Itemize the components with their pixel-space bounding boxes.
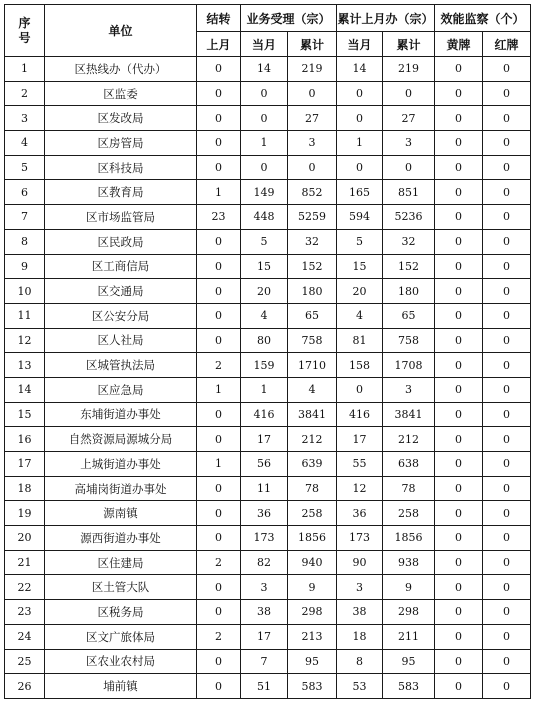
value-cell: 0 [483,131,531,156]
row-number-cell: 4 [5,131,45,156]
value-cell: 149 [241,180,288,205]
value-cell: 65 [288,303,337,328]
value-cell: 8 [337,649,383,674]
table-row [5,131,531,156]
table-row [5,624,531,649]
value-cell: 4 [288,377,337,402]
unit-name-cell: 区城管执法局 [45,353,197,378]
value-cell: 14 [241,57,288,82]
value-cell: 758 [288,328,337,353]
value-cell: 9 [383,575,435,600]
table-row [5,402,531,427]
value-cell: 38 [337,600,383,625]
table-row [5,57,531,82]
value-cell: 0 [197,575,241,600]
value-cell: 0 [197,229,241,254]
value-cell: 0 [483,81,531,106]
row-number-cell: 25 [5,649,45,674]
value-cell: 4 [337,303,383,328]
value-cell: 17 [241,427,288,452]
value-cell: 20 [337,279,383,304]
value-cell: 80 [241,328,288,353]
value-cell: 3 [383,377,435,402]
value-cell: 15 [241,254,288,279]
unit-name-cell: 区监委 [45,81,197,106]
value-cell: 1 [197,377,241,402]
value-cell: 0 [435,649,483,674]
value-cell: 0 [483,501,531,526]
value-cell: 0 [197,155,241,180]
unit-name-cell: 区发改局 [45,106,197,131]
value-cell: 12 [337,476,383,501]
value-cell: 0 [435,674,483,699]
value-cell: 0 [483,452,531,477]
value-cell: 36 [241,501,288,526]
header-row-1 [5,5,531,32]
unit-name-cell: 区民政局 [45,229,197,254]
value-cell: 0 [483,402,531,427]
cumulative-header: 累计上月办（宗） [337,5,435,32]
value-cell: 0 [435,501,483,526]
value-cell: 3 [337,575,383,600]
value-cell: 0 [483,526,531,551]
value-cell: 298 [383,600,435,625]
value-cell: 0 [483,106,531,131]
value-cell: 219 [288,57,337,82]
value-cell: 0 [435,81,483,106]
table-row [5,649,531,674]
value-cell: 219 [383,57,435,82]
unit-name-cell: 区科技局 [45,155,197,180]
value-cell: 2 [197,353,241,378]
value-cell: 0 [483,229,531,254]
value-cell: 78 [288,476,337,501]
unit-name-cell: 区农业农村局 [45,649,197,674]
value-cell: 0 [241,155,288,180]
value-cell: 298 [288,600,337,625]
table-row [5,600,531,625]
unit-name-cell: 区热线办（代办） [45,57,197,82]
value-cell: 159 [241,353,288,378]
value-cell: 0 [197,501,241,526]
value-cell: 20 [241,279,288,304]
value-cell: 583 [383,674,435,699]
value-cell: 56 [241,452,288,477]
value-cell: 5236 [383,205,435,230]
business-header: 业务受理（宗） [241,5,337,32]
unit-name-cell: 区教育局 [45,180,197,205]
table-row [5,353,531,378]
unit-name-cell: 区文广旅体局 [45,624,197,649]
value-cell: 0 [197,600,241,625]
table-row [5,476,531,501]
value-cell: 180 [288,279,337,304]
value-cell: 27 [383,106,435,131]
value-cell: 0 [483,575,531,600]
value-cell: 0 [435,402,483,427]
value-cell: 0 [435,452,483,477]
row-number-cell: 14 [5,377,45,402]
value-cell: 3841 [288,402,337,427]
sub-header: 上月 [197,32,241,57]
value-cell: 213 [288,624,337,649]
value-cell: 0 [197,427,241,452]
value-cell: 173 [241,526,288,551]
value-cell: 0 [383,81,435,106]
unit-name-cell: 上城街道办事处 [45,452,197,477]
efficiency-header: 效能监察（个） [435,5,531,32]
value-cell: 594 [337,205,383,230]
value-cell: 82 [241,550,288,575]
row-number-cell: 3 [5,106,45,131]
value-cell: 0 [337,106,383,131]
table-row [5,328,531,353]
value-cell: 165 [337,180,383,205]
value-cell: 0 [483,254,531,279]
value-cell: 32 [288,229,337,254]
value-cell: 0 [435,427,483,452]
value-cell: 1708 [383,353,435,378]
value-cell: 0 [197,402,241,427]
value-cell: 1 [241,377,288,402]
value-cell: 0 [483,57,531,82]
value-cell: 0 [197,476,241,501]
row-number-cell: 10 [5,279,45,304]
value-cell: 758 [383,328,435,353]
table-body [5,57,531,699]
unit-name-cell: 源南镇 [45,501,197,526]
sub-header: 累计 [288,32,337,57]
row-number-cell: 20 [5,526,45,551]
value-cell: 0 [483,303,531,328]
value-cell: 36 [337,501,383,526]
row-number-cell: 1 [5,57,45,82]
value-cell: 0 [435,180,483,205]
value-cell: 0 [337,81,383,106]
table-row [5,180,531,205]
value-cell: 0 [483,476,531,501]
value-cell: 0 [483,550,531,575]
table-row [5,303,531,328]
value-cell: 0 [435,526,483,551]
value-cell: 4 [241,303,288,328]
value-cell: 53 [337,674,383,699]
value-cell: 0 [483,624,531,649]
table-row [5,501,531,526]
value-cell: 0 [483,155,531,180]
value-cell: 583 [288,674,337,699]
value-cell: 3841 [383,402,435,427]
value-cell: 3 [288,131,337,156]
value-cell: 1710 [288,353,337,378]
table-row [5,81,531,106]
value-cell: 11 [241,476,288,501]
unit-name-cell: 区应急局 [45,377,197,402]
value-cell: 0 [197,303,241,328]
unit-name-cell: 区税务局 [45,600,197,625]
value-cell: 448 [241,205,288,230]
value-cell: 0 [197,81,241,106]
value-cell: 2 [197,550,241,575]
value-cell: 0 [197,106,241,131]
value-cell: 0 [435,550,483,575]
value-cell: 940 [288,550,337,575]
table-row [5,526,531,551]
unit-name-cell: 区土管大队 [45,575,197,600]
value-cell: 95 [288,649,337,674]
unit-name-cell: 埔前镇 [45,674,197,699]
value-cell: 5 [241,229,288,254]
value-cell: 55 [337,452,383,477]
unit-name-cell: 区人社局 [45,328,197,353]
value-cell: 0 [288,155,337,180]
table-row [5,550,531,575]
value-cell: 7 [241,649,288,674]
value-cell: 212 [383,427,435,452]
value-cell: 51 [241,674,288,699]
value-cell: 1856 [383,526,435,551]
value-cell: 1 [337,131,383,156]
row-number-cell: 22 [5,575,45,600]
value-cell: 90 [337,550,383,575]
value-cell: 0 [483,353,531,378]
value-cell: 0 [337,377,383,402]
value-cell: 0 [435,476,483,501]
sub-header: 黄牌 [435,32,483,57]
value-cell: 152 [288,254,337,279]
value-cell: 5 [337,229,383,254]
value-cell: 258 [288,501,337,526]
value-cell: 2 [197,624,241,649]
value-cell: 0 [241,106,288,131]
value-cell: 0 [435,57,483,82]
value-cell: 0 [435,624,483,649]
row-number-cell: 11 [5,303,45,328]
value-cell: 638 [383,452,435,477]
value-cell: 0 [435,377,483,402]
unit-name-cell: 高埔岗街道办事处 [45,476,197,501]
value-cell: 0 [337,155,383,180]
value-cell: 0 [197,526,241,551]
value-cell: 38 [241,600,288,625]
value-cell: 258 [383,501,435,526]
value-cell: 0 [383,155,435,180]
table-row [5,155,531,180]
table-row [5,575,531,600]
value-cell: 3 [383,131,435,156]
sub-header: 红牌 [483,32,531,57]
report-table-container [4,4,531,699]
value-cell: 212 [288,427,337,452]
unit-name-cell: 源西街道办事处 [45,526,197,551]
value-cell: 0 [435,205,483,230]
row-number-cell: 21 [5,550,45,575]
value-cell: 17 [337,427,383,452]
value-cell: 3 [241,575,288,600]
unit-name-cell: 区房管局 [45,131,197,156]
value-cell: 1 [197,180,241,205]
unit-name-cell: 区市场监管局 [45,205,197,230]
sub-header: 累计 [383,32,435,57]
row-number-cell: 19 [5,501,45,526]
value-cell: 0 [197,649,241,674]
unit-header: 单位 [45,5,197,57]
unit-name-cell: 东埔街道办事处 [45,402,197,427]
value-cell: 14 [337,57,383,82]
unit-name-cell: 自然资源局源城分局 [45,427,197,452]
value-cell: 23 [197,205,241,230]
value-cell: 0 [197,254,241,279]
value-cell: 1856 [288,526,337,551]
unit-name-cell: 区住建局 [45,550,197,575]
value-cell: 0 [435,328,483,353]
seq-header: 序号 [5,5,45,57]
value-cell: 416 [241,402,288,427]
value-cell: 0 [483,180,531,205]
sub-header: 当月 [337,32,383,57]
unit-name-cell: 区公安分局 [45,303,197,328]
row-number-cell: 8 [5,229,45,254]
value-cell: 0 [483,205,531,230]
value-cell: 1 [197,452,241,477]
value-cell: 0 [288,81,337,106]
row-number-cell: 23 [5,600,45,625]
value-cell: 938 [383,550,435,575]
value-cell: 65 [383,303,435,328]
row-number-cell: 15 [5,402,45,427]
value-cell: 0 [435,155,483,180]
table-row [5,427,531,452]
value-cell: 0 [435,254,483,279]
table-row [5,254,531,279]
row-number-cell: 2 [5,81,45,106]
value-cell: 173 [337,526,383,551]
row-number-cell: 13 [5,353,45,378]
value-cell: 211 [383,624,435,649]
sub-header: 当月 [241,32,288,57]
row-number-cell: 24 [5,624,45,649]
value-cell: 852 [288,180,337,205]
value-cell: 0 [435,106,483,131]
row-number-cell: 16 [5,427,45,452]
value-cell: 0 [197,328,241,353]
table-row [5,452,531,477]
value-cell: 18 [337,624,383,649]
value-cell: 0 [483,377,531,402]
value-cell: 0 [197,57,241,82]
row-number-cell: 5 [5,155,45,180]
value-cell: 0 [483,649,531,674]
row-number-cell: 18 [5,476,45,501]
value-cell: 78 [383,476,435,501]
row-number-cell: 6 [5,180,45,205]
value-cell: 0 [435,575,483,600]
value-cell: 95 [383,649,435,674]
value-cell: 0 [435,303,483,328]
value-cell: 0 [435,131,483,156]
table-row [5,205,531,230]
value-cell: 0 [435,353,483,378]
statistics-table [4,4,531,699]
value-cell: 0 [483,328,531,353]
value-cell: 0 [197,674,241,699]
row-number-cell: 12 [5,328,45,353]
value-cell: 851 [383,180,435,205]
value-cell: 32 [383,229,435,254]
value-cell: 0 [483,674,531,699]
table-row [5,106,531,131]
value-cell: 0 [435,279,483,304]
row-number-cell: 9 [5,254,45,279]
value-cell: 0 [241,81,288,106]
unit-name-cell: 区工商信局 [45,254,197,279]
table-row [5,279,531,304]
value-cell: 81 [337,328,383,353]
unit-name-cell: 区交通局 [45,279,197,304]
value-cell: 27 [288,106,337,131]
value-cell: 0 [435,229,483,254]
value-cell: 0 [197,131,241,156]
value-cell: 0 [483,279,531,304]
value-cell: 1 [241,131,288,156]
value-cell: 0 [197,279,241,304]
row-number-cell: 17 [5,452,45,477]
value-cell: 5259 [288,205,337,230]
table-row [5,674,531,699]
value-cell: 180 [383,279,435,304]
value-cell: 639 [288,452,337,477]
value-cell: 158 [337,353,383,378]
row-number-cell: 26 [5,674,45,699]
row-number-cell: 7 [5,205,45,230]
value-cell: 9 [288,575,337,600]
table-row [5,377,531,402]
table-row [5,229,531,254]
value-cell: 0 [435,600,483,625]
value-cell: 0 [483,427,531,452]
value-cell: 416 [337,402,383,427]
value-cell: 17 [241,624,288,649]
value-cell: 15 [337,254,383,279]
value-cell: 152 [383,254,435,279]
value-cell: 0 [483,600,531,625]
transfer-header: 结转 [197,5,241,32]
